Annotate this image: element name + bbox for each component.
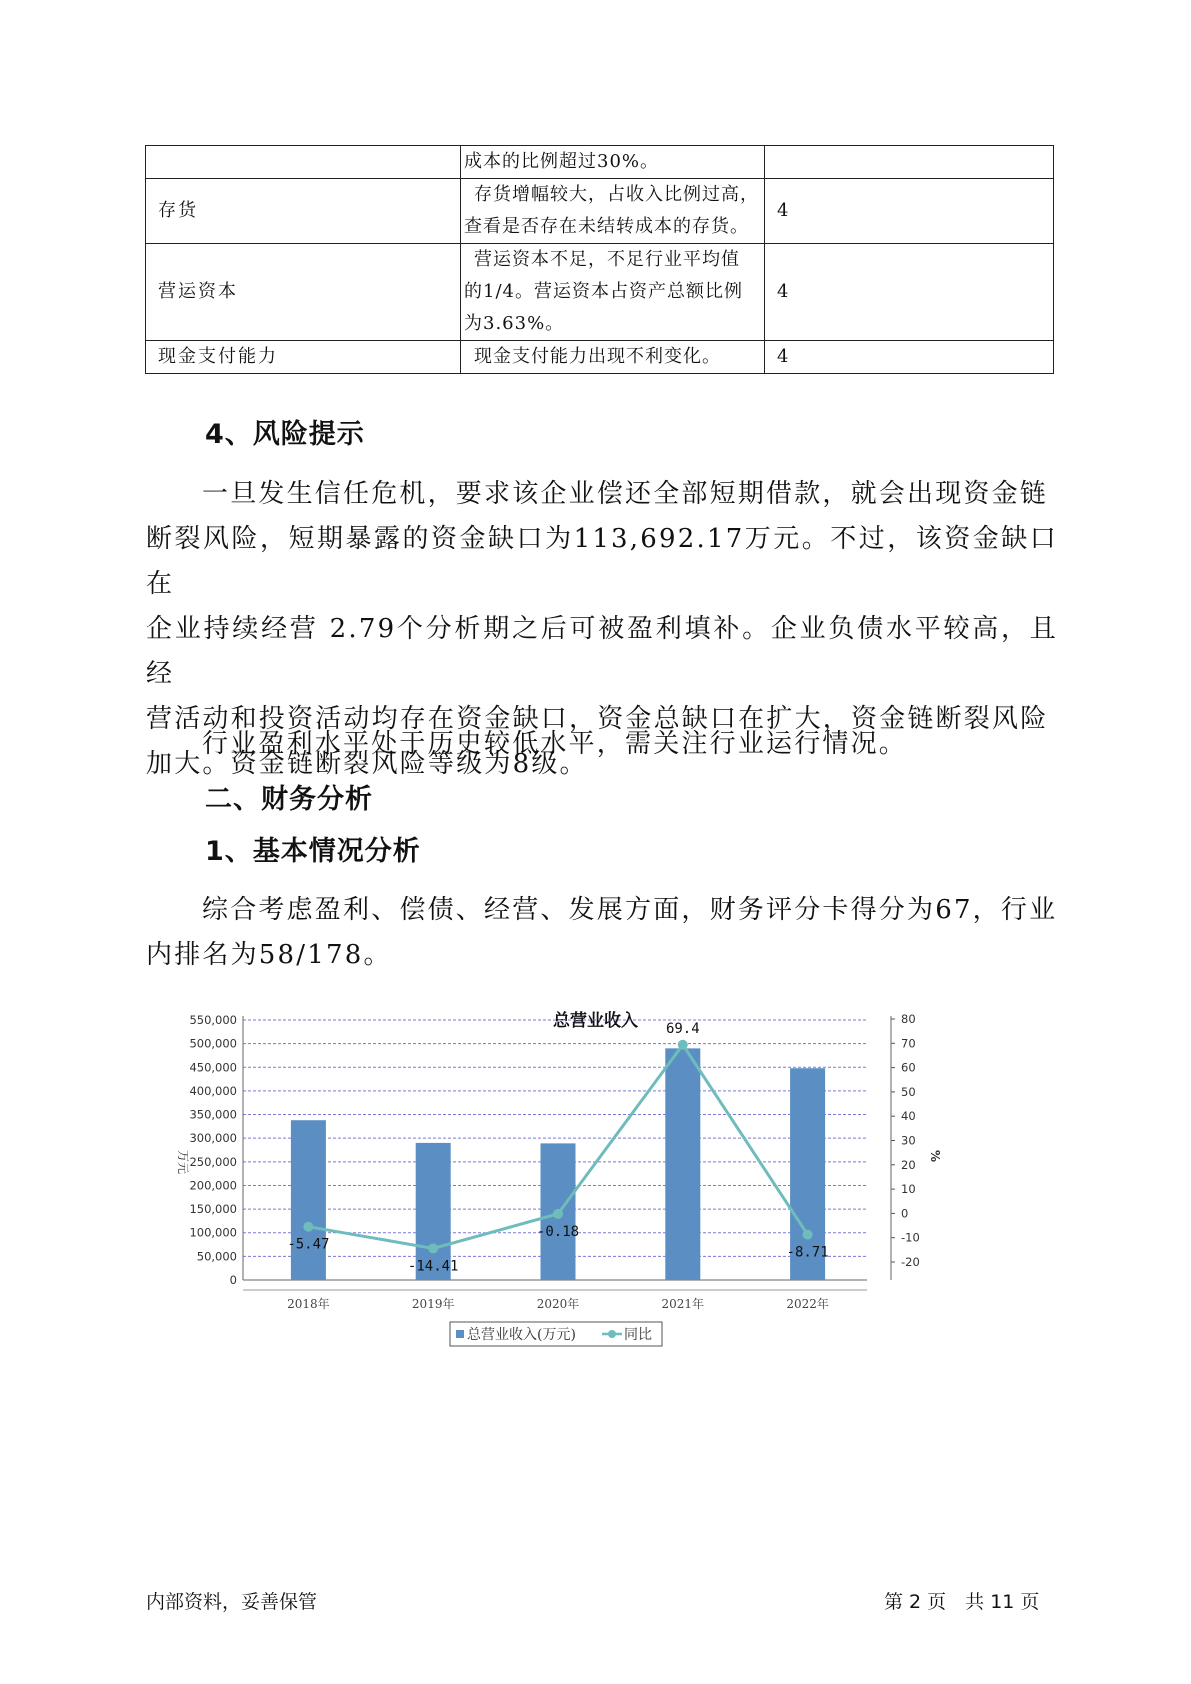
basic-analysis-heading: 1、基本情况分析	[205, 836, 421, 867]
chart-title: 总营业收入	[553, 1011, 638, 1031]
table-row	[146, 244, 1054, 341]
y-tick-label: 350,000	[189, 1107, 237, 1122]
risk-desc-line: 营运资本不足，不足行业平均值	[474, 249, 740, 270]
y-tick-label: 550,000	[189, 1013, 237, 1027]
y-tick-label: 100,000	[189, 1225, 237, 1240]
y-tick-label: 0	[229, 1273, 237, 1287]
yoy-point	[553, 1209, 563, 1219]
risk-desc-line: 成本的比例超过30%。	[464, 151, 660, 172]
risk-desc-cell	[461, 146, 765, 179]
y-tick-label: 200,000	[189, 1178, 237, 1193]
y2-tick-label: -10	[901, 1230, 920, 1245]
table-row	[146, 341, 1054, 374]
x-tick-label: 2021年	[661, 1297, 705, 1311]
risk-line: 营活动和投资活动均存在资金缺口，资金总缺口在扩大，资金链断裂风险	[146, 704, 1049, 734]
table-row	[146, 179, 1054, 244]
data-label: -14.41	[407, 1258, 459, 1275]
table-row	[146, 146, 1054, 179]
y-tick-label: 500,000	[189, 1036, 237, 1051]
risk-desc-cell	[461, 341, 765, 374]
y2-tick-label: 10	[901, 1182, 916, 1197]
yoy-point	[678, 1040, 688, 1050]
y2-tick-label: -20	[901, 1255, 920, 1269]
yoy-point	[303, 1222, 313, 1232]
risk-desc-line: 存货增幅较大，占收入比例过高，	[474, 184, 759, 205]
risk-score-cell	[765, 146, 1054, 179]
y-tick-label: 250,000	[189, 1154, 237, 1169]
x-tick-label: 2019年	[411, 1297, 455, 1311]
y-tick-label: 150,000	[189, 1202, 237, 1217]
y-tick-label: 50,000	[196, 1249, 237, 1264]
x-tick-label: 2022年	[786, 1297, 829, 1311]
legend-label-bar: 总营业收入(万元)	[467, 1327, 576, 1343]
industry-paragraph: 行业盈利水平处于历史较低水平，需关注行业运行情况。	[202, 729, 908, 759]
y2-axis-title: %	[928, 1150, 942, 1163]
score-paragraph	[146, 888, 1058, 978]
legend-swatch-bar	[456, 1330, 464, 1338]
legend-label-line: 同比	[624, 1327, 652, 1343]
footer-confidential: 内部资料，妥善保管	[146, 1591, 318, 1613]
data-label: -8.71	[786, 1244, 829, 1261]
risk-item-cell: 现金支付能力	[146, 341, 461, 374]
bar	[291, 1120, 326, 1280]
y-tick-label: 450,000	[189, 1060, 237, 1075]
y2-tick-label: 30	[901, 1133, 916, 1148]
y2-tick-label: 60	[901, 1060, 916, 1075]
risk-desc-cell	[461, 244, 765, 341]
y-tick-label: 400,000	[189, 1083, 237, 1098]
x-tick-label: 2020年	[536, 1297, 580, 1311]
legend-swatch-point	[608, 1330, 616, 1338]
risk-score-cell: 4	[765, 179, 1054, 244]
risk-item-cell: 存货	[146, 179, 461, 244]
x-tick-label: 2018年	[287, 1297, 330, 1311]
page-number: 第 2 页 共 11 页	[884, 1591, 1040, 1613]
risk-desc-line: 现金支付能力出现不利变化。	[474, 346, 721, 367]
risk-desc-line: 的1/4。营运资本占资产总额比例	[464, 281, 743, 302]
risk-line: 企业持续经营 2.79个分析期之后可被盈利填补。企业负债水平较高，且经	[146, 614, 1058, 689]
risk-item-cell	[146, 146, 461, 179]
risk-desc-line: 为3.63%。	[464, 313, 565, 334]
risk-line: 断裂风险，短期暴露的资金缺口为113,692.17万元。不过，该资金缺口在	[146, 524, 1058, 599]
y2-tick-label: 0	[901, 1206, 909, 1221]
risk-table	[145, 145, 1054, 374]
risk-score-cell: 4	[765, 341, 1054, 374]
score-line: 内排名为58/178。	[146, 940, 392, 970]
score-line: 综合考虑盈利、偿债、经营、发展方面，财务评分卡得分为67，行业	[202, 895, 1058, 925]
y2-tick-label: 80	[901, 1012, 916, 1026]
revenue-chart	[175, 1000, 1035, 1460]
bar	[665, 1048, 700, 1280]
risk-line: 一旦发生信任危机，要求该企业偿还全部短期借款，就会出现资金链	[202, 479, 1049, 509]
finance-heading: 二、财务分析	[205, 784, 373, 815]
y2-tick-label: 40	[901, 1109, 916, 1124]
risk-desc-line: 查看是否存在未结转成本的存货。	[464, 216, 749, 237]
y2-tick-label: 70	[901, 1036, 916, 1051]
risk-item-cell: 营运资本	[146, 244, 461, 341]
y-axis-title: 万元	[176, 1150, 190, 1175]
y-tick-label: 300,000	[189, 1131, 237, 1146]
risk-heading: 4、风险提示	[205, 419, 365, 450]
risk-desc-cell	[461, 179, 765, 244]
data-label: 69.4	[665, 1020, 700, 1037]
yoy-point	[803, 1230, 813, 1240]
y2-tick-label: 50	[901, 1084, 916, 1099]
risk-score-cell: 4	[765, 244, 1054, 341]
y2-tick-label: 20	[901, 1157, 916, 1172]
data-label: -5.47	[287, 1236, 330, 1253]
data-label: -0.18	[536, 1223, 580, 1240]
yoy-point	[428, 1243, 438, 1253]
risk-line: 加大。资金链断裂风险等级为8级。	[146, 749, 588, 779]
